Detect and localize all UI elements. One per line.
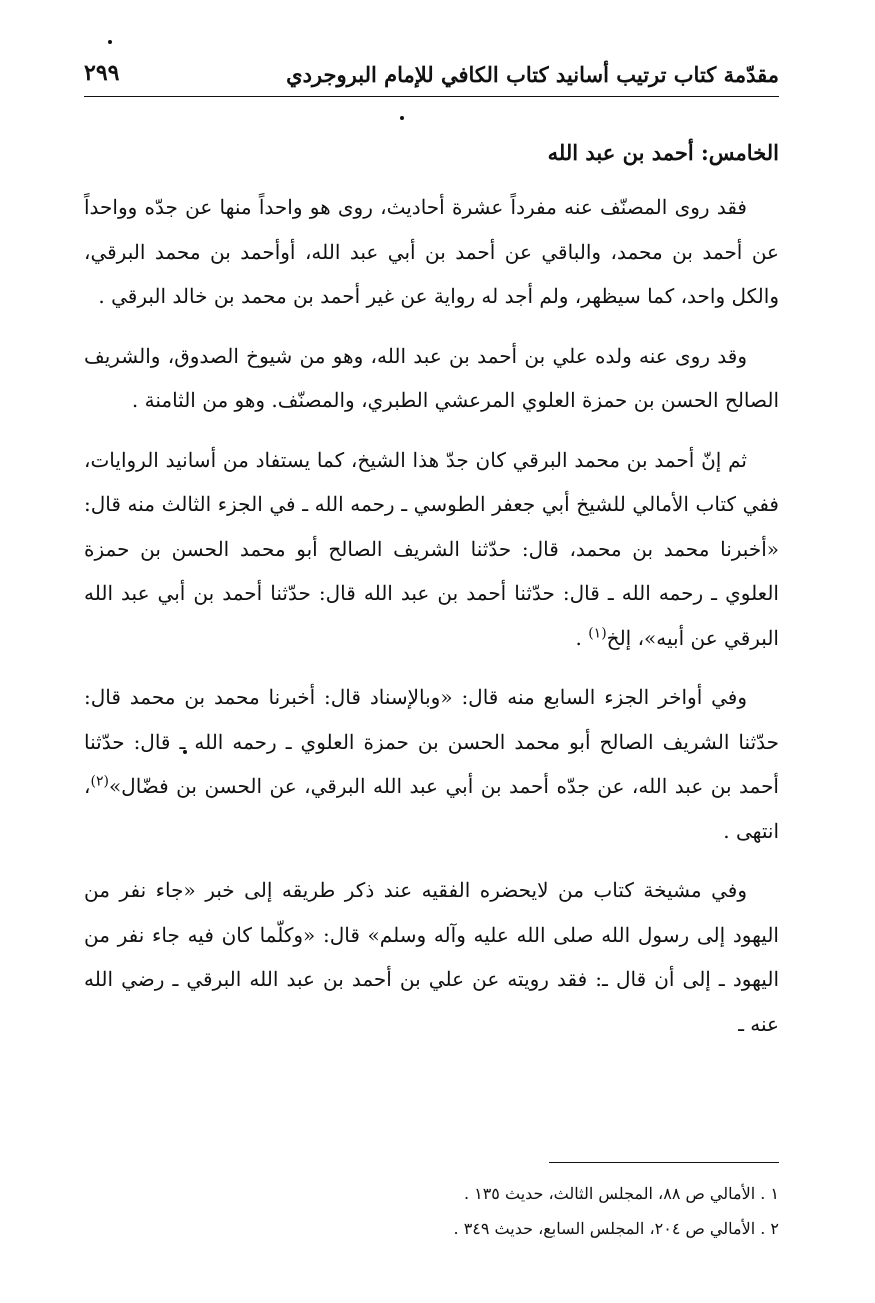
print-speck xyxy=(108,40,112,44)
section-heading: الخامس: أحمد بن عبد الله xyxy=(547,140,779,165)
paragraph-text: وفي أواخر الجزء السابع منه قال: «وبالإسناد قال: أخبرنا محمد بن محمد قال: حدّثنا الشريف الصالح أبو محمد الحسن بن حمزة العلوي ـ رحمه الله ـ قال: حدّثنا أحمد بن عبد الله، عن جدّه أحمد بن أبي عبد الله البرقي، عن الحسن بن فضّال» xyxy=(84,685,779,798)
footnotes xyxy=(84,1176,779,1246)
footnote: ١ . الأمالي ص ٨٨، المجلس الثالث، حديث ١٣٥ . xyxy=(463,1184,779,1203)
paragraph xyxy=(84,334,779,423)
main-text xyxy=(84,135,779,1061)
footnote-rule xyxy=(549,1162,779,1163)
paragraph-text: وفي مشيخة كتاب من لايحضره الفقيه عند ذكر طريقه إلى خبر «جاء نفر من اليهود إلى رسول الله صلى الله عليه وآله وسلم» قال: «وكلّما كان فيه جاء نفر من اليهود ـ إلى أن قال ـ: فقد رويته عن علي بن أحمد بن عبد الله البرقي ـ رضي الله عنه ـ xyxy=(84,878,779,1036)
paragraph-tail: . xyxy=(575,625,589,650)
paragraph-tail: ، انتهى . xyxy=(84,774,779,843)
paragraph-text: وقد روى عنه ولده علي بن أحمد بن عبد الله، وهو من شيوخ الصدوق، والشريف الصالح الحسن بن حمزة العلوي المرعشي الطبري، والمصنّف. وهو من الثامنة . xyxy=(84,343,779,412)
paragraph xyxy=(84,868,779,1046)
paragraph xyxy=(84,675,779,853)
paragraph-text: فقد روى المصنّف عنه مفرداً عشرة أحاديث، روى هو واحداً منها عن جدّه وواحداً عن أحمد بن محمد، والباقي عن أحمد بن أبي عبد الله، أوأحمد بن محمد البرقي، والكل واحد، كما سيظهر، ولم أجد له رواية عن غير أحمد بن محمد بن خالد البرقي . xyxy=(84,195,779,308)
footnote-reference[interactable]: (١) xyxy=(588,624,607,641)
paragraph xyxy=(84,185,779,319)
paragraph-text: ثم إنّ أحمد بن محمد البرقي كان جدّ هذا الشيخ، كما يستفاد من أسانيد الروايات، ففي كتاب الأمالي للشيخ أبي جعفر الطوسي ـ رحمه الله ـ في الجزء الثالث منه قال: «أخبرنا محمد بن محمد، قال: حدّثنا الشريف الصالح أبو محمد الحسن بن حمزة العلوي ـ رحمه الله ـ قال: حدّثنا أحمد بن عبد الله قال: حدّثنا أحمد بن أبي عبد الله البرقي عن أبيه»، إلخ xyxy=(84,447,779,650)
page-number: ٢٩٩ xyxy=(84,60,120,86)
header-rule xyxy=(84,96,779,97)
footnote-reference[interactable]: (٢) xyxy=(90,773,109,790)
footnote: ٢ . الأمالي ص ٢٠٤، المجلس السابع، حديث ٣٤٩ . xyxy=(453,1219,779,1238)
running-header xyxy=(84,60,779,96)
print-speck xyxy=(400,116,404,120)
paragraph xyxy=(84,438,779,661)
running-header-title: مقدّمة كتاب ترتيب أسانيد كتاب الكافي للإمام البروجردي xyxy=(286,62,779,87)
